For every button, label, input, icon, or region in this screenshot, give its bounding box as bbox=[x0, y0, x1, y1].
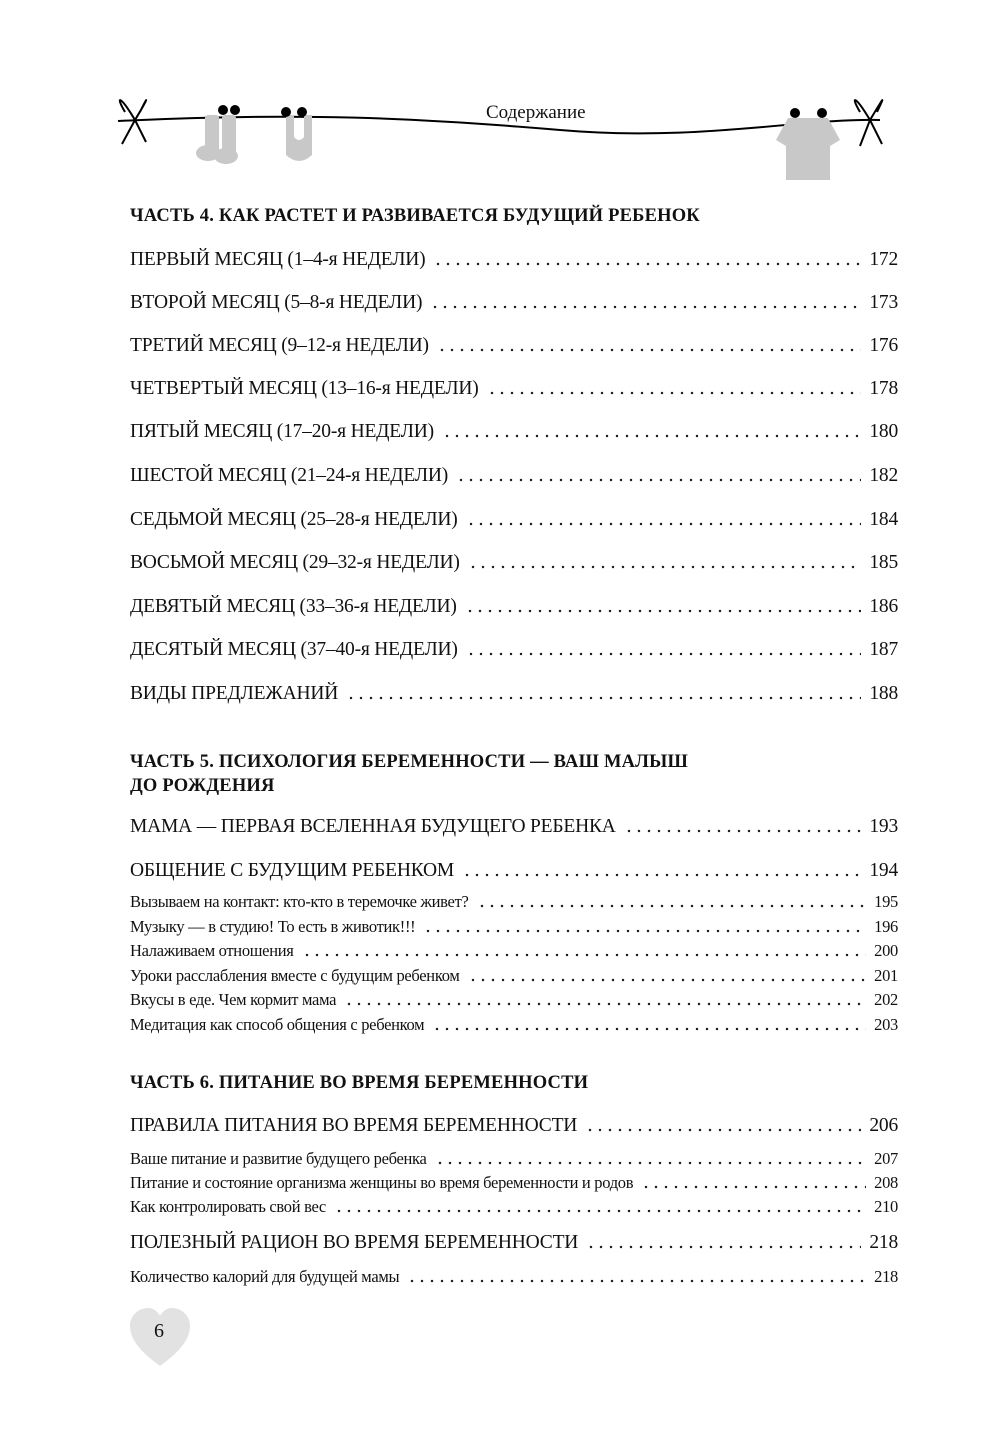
entry-page-number: 196 bbox=[874, 917, 898, 936]
entry-title: СЕДЬМОЙ МЕСЯЦ (25–28-я НЕДЕЛИ) bbox=[130, 509, 458, 530]
toc-subsection-entry[interactable] bbox=[130, 892, 898, 912]
toc-subsection-entry[interactable] bbox=[130, 941, 898, 961]
part-heading: ЧАСТЬ 4. КАК РАСТЕТ И РАЗВИВАЕТСЯ БУДУЩИЙ РЕБЕНОК bbox=[130, 206, 700, 226]
page-number-badge bbox=[128, 1306, 192, 1370]
part-heading-line2: ДО РОЖДЕНИЯ bbox=[130, 776, 275, 796]
leader-dots bbox=[334, 1209, 866, 1213]
toc-subsection-entry[interactable] bbox=[130, 1197, 898, 1217]
entry-page-number: 173 bbox=[869, 292, 898, 313]
page-number: 6 bbox=[154, 1320, 164, 1342]
entry-page-number: 200 bbox=[874, 941, 898, 960]
entry-title: ВОСЬМОЙ МЕСЯЦ (29–32-я НЕДЕЛИ) bbox=[130, 552, 460, 573]
entry-page-number: 195 bbox=[874, 892, 898, 911]
leader-dots bbox=[407, 1279, 866, 1283]
toc-chapter-entry[interactable] bbox=[130, 335, 898, 357]
toc-chapter-entry[interactable] bbox=[130, 1232, 898, 1254]
leader-dots bbox=[585, 1128, 861, 1132]
leader-dots bbox=[435, 1161, 867, 1165]
toc-chapter-entry[interactable] bbox=[130, 378, 898, 400]
entry-title: ТРЕТИЙ МЕСЯЦ (9–12-я НЕДЕЛИ) bbox=[130, 335, 429, 356]
entry-page-number: 218 bbox=[874, 1267, 898, 1286]
leader-dots bbox=[477, 904, 867, 908]
clothesline-illustration bbox=[0, 0, 986, 180]
leader-dots bbox=[468, 565, 862, 569]
entry-title: ВТОРОЙ МЕСЯЦ (5–8-я НЕДЕЛИ) bbox=[130, 292, 423, 313]
entry-title: Медитация как способ общения с ребенком bbox=[130, 1015, 425, 1034]
entry-title: Уроки расслабления вместе с будущим ребенком bbox=[130, 966, 460, 985]
leader-dots bbox=[430, 305, 861, 309]
leader-dots bbox=[466, 652, 862, 656]
entry-page-number: 178 bbox=[869, 378, 898, 399]
entry-title: ОБЩЕНИЕ С БУДУЩИМ РЕБЕНКОМ bbox=[130, 860, 455, 881]
entry-page-number: 203 bbox=[874, 1015, 898, 1034]
bow-left-icon bbox=[120, 100, 146, 144]
entry-page-number: 187 bbox=[869, 639, 898, 660]
entry-page-number: 176 bbox=[869, 335, 898, 356]
toc-subsection-entry[interactable] bbox=[130, 1267, 898, 1287]
entry-title: Налаживаем отношения bbox=[130, 941, 294, 960]
entry-title: ШЕСТОЙ МЕСЯЦ (21–24-я НЕДЕЛИ) bbox=[130, 465, 449, 486]
running-header-title: Содержание bbox=[486, 102, 586, 123]
toc-chapter-entry[interactable] bbox=[130, 816, 898, 838]
leader-dots bbox=[432, 1027, 866, 1031]
leader-dots bbox=[487, 391, 862, 395]
toc-chapter-entry[interactable] bbox=[130, 860, 898, 882]
leader-dots bbox=[624, 829, 862, 833]
entry-title: ПОЛЕЗНЫЙ РАЦИОН ВО ВРЕМЯ БЕРЕМЕННОСТИ bbox=[130, 1232, 579, 1253]
leader-dots bbox=[466, 522, 862, 526]
shirt-icon bbox=[776, 118, 840, 180]
entry-title: Как контролировать свой вес bbox=[130, 1197, 326, 1216]
leader-dots bbox=[465, 609, 862, 613]
entry-title: МАМА — ПЕРВАЯ ВСЕЛЕННАЯ БУДУЩЕГО РЕБЕНКА bbox=[130, 816, 616, 837]
entry-title: Ваше питание и развитие будущего ребенка bbox=[130, 1149, 427, 1168]
toc-subsection-entry[interactable] bbox=[130, 990, 898, 1010]
entry-title: Количество калорий для будущей мамы bbox=[130, 1267, 400, 1286]
toc-chapter-entry[interactable] bbox=[130, 421, 898, 443]
entry-page-number: 172 bbox=[869, 249, 898, 270]
toc-chapter-entry[interactable] bbox=[130, 552, 898, 574]
running-header bbox=[0, 0, 986, 180]
part-heading: ЧАСТЬ 6. ПИТАНИЕ ВО ВРЕМЯ БЕРЕМЕННОСТИ bbox=[130, 1073, 589, 1093]
toc-chapter-entry[interactable] bbox=[130, 249, 898, 271]
toc-chapter-entry[interactable] bbox=[130, 596, 898, 618]
leader-dots bbox=[433, 262, 861, 266]
entry-title: ПЯТЫЙ МЕСЯЦ (17–20-я НЕДЕЛИ) bbox=[130, 421, 434, 442]
entry-page-number: 194 bbox=[869, 860, 898, 881]
entry-page-number: 186 bbox=[869, 596, 898, 617]
entry-page-number: 193 bbox=[869, 816, 898, 837]
entry-page-number: 208 bbox=[874, 1173, 898, 1192]
entry-page-number: 185 bbox=[869, 552, 898, 573]
leader-dots bbox=[641, 1185, 866, 1189]
entry-page-number: 184 bbox=[869, 509, 898, 530]
entry-page-number: 210 bbox=[874, 1197, 898, 1216]
entry-page-number: 201 bbox=[874, 966, 898, 985]
socks-icon bbox=[196, 115, 238, 164]
bow-right-icon bbox=[855, 100, 883, 146]
entry-page-number: 207 bbox=[874, 1149, 898, 1168]
entry-title: Музыку — в студию! То есть в животик!!! bbox=[130, 917, 416, 936]
toc-subsection-entry[interactable] bbox=[130, 1173, 898, 1193]
entry-page-number: 188 bbox=[869, 683, 898, 704]
entry-title: ДЕСЯТЫЙ МЕСЯЦ (37–40-я НЕДЕЛИ) bbox=[130, 639, 458, 660]
entry-page-number: 218 bbox=[869, 1232, 898, 1253]
toc-subsection-entry[interactable] bbox=[130, 966, 898, 986]
entry-title: ПРАВИЛА ПИТАНИЯ ВО ВРЕМЯ БЕРЕМЕННОСТИ bbox=[130, 1115, 578, 1136]
toc-chapter-entry[interactable] bbox=[130, 509, 898, 531]
leader-dots bbox=[302, 953, 867, 957]
leader-dots bbox=[462, 873, 861, 877]
entry-page-number: 182 bbox=[869, 465, 898, 486]
toc-chapter-entry[interactable] bbox=[130, 292, 898, 314]
entry-title: Вкусы в еде. Чем кормит мама bbox=[130, 990, 337, 1009]
leader-dots bbox=[423, 929, 866, 933]
toc-chapter-entry[interactable] bbox=[130, 639, 898, 661]
toc-chapter-entry[interactable] bbox=[130, 465, 898, 487]
bib-illustration bbox=[215, 0, 218, 108]
leader-dots bbox=[468, 978, 867, 982]
toc-subsection-entry[interactable] bbox=[130, 917, 898, 937]
toc-subsection-entry[interactable] bbox=[130, 1149, 898, 1169]
entry-title: ВИДЫ ПРЕДЛЕЖАНИЙ bbox=[130, 683, 339, 704]
leader-dots bbox=[586, 1245, 861, 1249]
entry-title: ДЕВЯТЫЙ МЕСЯЦ (33–36-я НЕДЕЛИ) bbox=[130, 596, 457, 617]
entry-page-number: 206 bbox=[869, 1115, 898, 1136]
part-heading: ЧАСТЬ 5. ПСИХОЛОГИЯ БЕРЕМЕННОСТИ — ВАШ МАЛЫШ bbox=[130, 752, 689, 772]
leader-dots bbox=[442, 434, 861, 438]
toc-chapter-entry[interactable] bbox=[130, 683, 898, 705]
entry-title: ЧЕТВЕРТЫЙ МЕСЯЦ (13–16-я НЕДЕЛИ) bbox=[130, 378, 479, 399]
leader-dots bbox=[437, 348, 862, 352]
entry-page-number: 180 bbox=[869, 421, 898, 442]
entry-title: ПЕРВЫЙ МЕСЯЦ (1–4-я НЕДЕЛИ) bbox=[130, 249, 426, 270]
leader-dots bbox=[456, 478, 861, 482]
leader-dots bbox=[344, 1002, 866, 1006]
leader-dots bbox=[346, 696, 861, 700]
toc-chapter-entry[interactable] bbox=[130, 1115, 898, 1137]
toc-subsection-entry[interactable] bbox=[130, 1015, 898, 1035]
entry-title: Питание и состояние организма женщины во время беременности и родов bbox=[130, 1173, 634, 1192]
entry-title: Вызываем на контакт: кто-кто в теремочке живет? bbox=[130, 892, 469, 911]
entry-page-number: 202 bbox=[874, 990, 898, 1009]
